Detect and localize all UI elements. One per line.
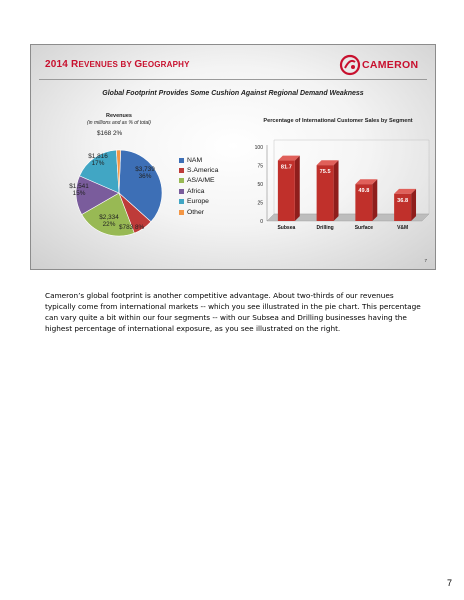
bar-surface (355, 179, 377, 221)
international-sales-bar-chart (31, 45, 436, 270)
bar-value-label: 36.8 (397, 197, 409, 204)
pie-label-africa: $1,541 15% (69, 183, 89, 197)
pie-chart-heading: Revenues (106, 113, 132, 119)
slide-page-number: 7 (424, 258, 427, 263)
pie-label-other: $168 2% (97, 130, 123, 137)
x-category-label: Drilling (316, 225, 334, 231)
x-category-label: Surface (354, 225, 374, 231)
y-tick-label: 100 (254, 145, 263, 151)
bar-chart-title: Percentage of International Customer Sales by Segment (263, 118, 413, 124)
y-tick-label: 75 (257, 163, 263, 170)
x-category-label: Subsea (277, 225, 296, 231)
pie-label-s-america: $783 8% (119, 224, 145, 231)
y-tick-label: 50 (257, 182, 263, 188)
legend-label: Europe (187, 198, 209, 206)
bar-value-label: 49.8 (358, 188, 370, 195)
pie-label-europe: $1,816 17% (88, 153, 108, 167)
bar-v-m (394, 189, 416, 221)
pie-label-as-a-me: $2,334 22% (99, 214, 119, 228)
pie-label-nam: $3,739 36% (135, 166, 155, 180)
logo-text: CAMERON (362, 59, 419, 71)
bar-value-label: 75.5 (319, 169, 331, 176)
legend-label: Other (187, 208, 204, 216)
y-tick-label: 25 (257, 200, 263, 207)
x-category-label: V&M (397, 225, 409, 231)
legend-label: Africa (187, 187, 205, 195)
slide-title: 2014 REVENUES BY GEOGRAPHY (45, 59, 190, 70)
presentation-slide (30, 44, 436, 270)
slide-subtitle: Global Footprint Provides Some Cushion Against Regional Demand Weakness (102, 90, 364, 97)
bar-value-label: 81.7 (280, 164, 292, 171)
pie-chart-note: (in millions and as % of total) (87, 120, 151, 126)
page-number: 7 (447, 578, 453, 588)
legend-label: S.America (187, 167, 219, 175)
legend-label: AS/A/ME (187, 177, 215, 185)
legend-label: NAM (187, 156, 203, 164)
notes-caption: Cameron’s global footprint is another competitive advantage. About two-thirds of our revenues typically come from international markets -- which you see illustrated in the pie chart. This percentage can vary quite a bit within our four segments -- with our Subsea and Drilling businesses having the highest percentage of international exposure, as you see illustrated on the right. (45, 291, 421, 333)
y-tick-label: 0 (260, 219, 263, 225)
